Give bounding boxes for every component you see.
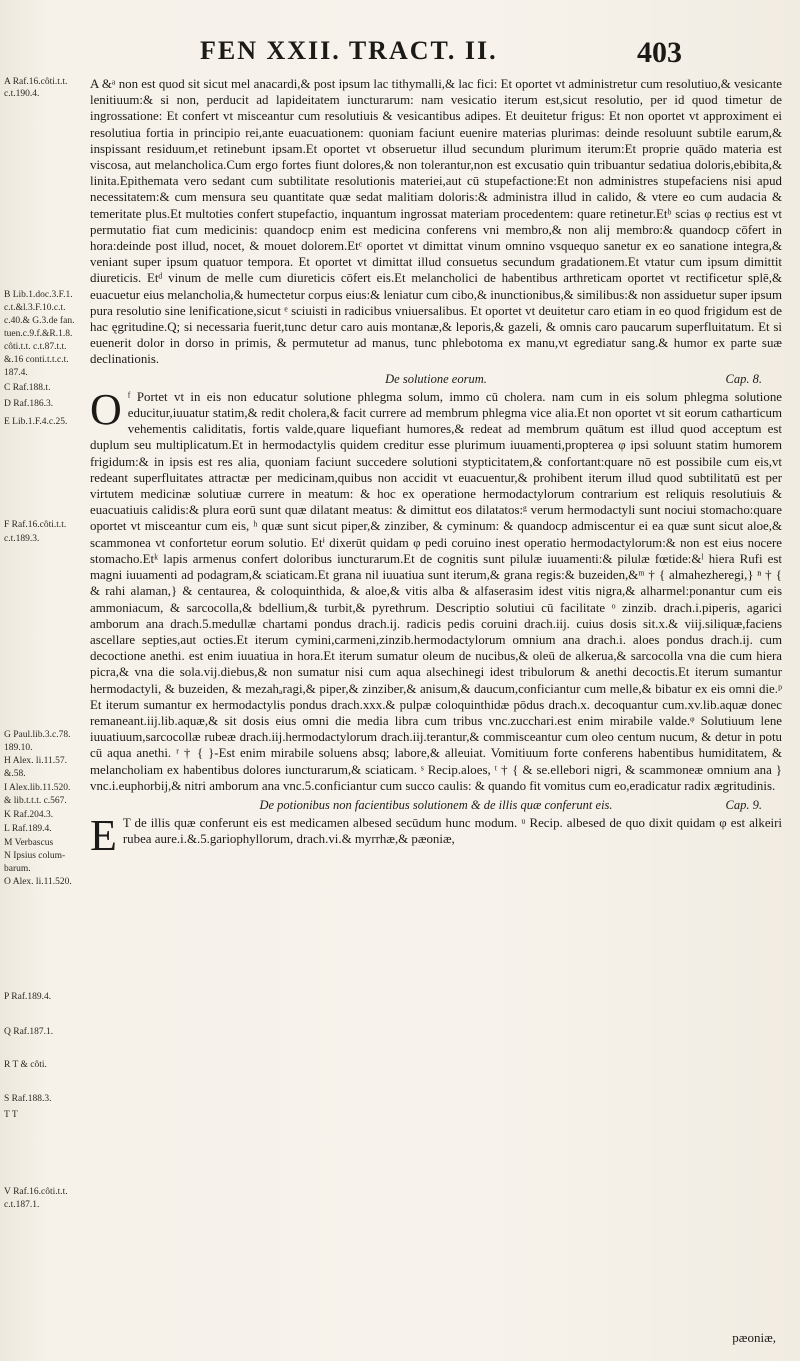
page-number: 403 bbox=[637, 36, 682, 69]
margin-note: E Lib.1.F.4.c.25. bbox=[4, 417, 68, 427]
margin-note: V Raf.16.côti.t.t. bbox=[4, 1187, 68, 1197]
paragraph-2-text: ᶠ Portet vt in eis non educatur solutione phlegma solum, immo cū cholera. nam cum in eis solum phlegma solutione educitur,iuuatur statim,& redit cholera,& facit currere ad membrum phlegma vice alia.Et non oportet vt sit eorum catharticum vehementis caliditatis, fortis valde,quare liquefiant humores,& redeat ad membrum quātum est illud quod acceptum est duplum seu multiplicatum.Et in hermodactylis quidem creditur esse plurimum iuuamenti,propterea φ ipsi soluunt statim humorem frigidum:& in ipsis est res alia, quoniam faciunt succedere solutioni stypticitatem,& confortant:quare nō est possibile cum eis,vt redeant superfluitates attractæ per medicinam,quibus non accidit vt euacuentur,& prohibent iterum illud quod subtilitatū est per virtutem medicinæ solutiuæ currere in meatum: & hoc ex operatione hermodactylorum contrarium est reliquis resolutiuis & euacuatiuis calidis:& plura eorū sunt quæ dilatant meatus: & dimittut eos dilatatos:ᵍ verum hermodactyli sunt nociui stomacho:quare oportet vt misceantur cum eis, ʰ quæ sunt sicut piper,& zinziber, & cyminum: & quandocp admiscentur ei ea quæ sunt sicut aloe,& scammonea vt confortetur eorum solutio. Etⁱ dixerūt quidam φ pedi coruino inest operatio hermodactylorum:& non est eius nocere stomacho.Etᵏ lapis armenus confert doloribus iuncturarum.Et de cognitis sunt pilulæ iuuamenti:& pilulæ fœtide:&ˡ hiera Rufi est magni iuuamenti ad podagram,& sciaticam.Et grana nil iuuatiua sunt iterum,& grana regis:& buzeiden,&ᵐ † { almahezheregi,} ⁿ † { & rahi alaman,} & centaurea, & coloquinthida, & aloe,& vitis alba & alfaserasim idest vitis nigra,& alharmel:ponantur cum eis ammoniacum, & sarcocolla,& bdellium,& turbit,& pyrethrum. Descriptio solutiui cū facilitate ᵒ zinzib. drach.i.piperis, agarici amborum ana drach.5.medullæ chartami pondus drach.ij. radicis pedis coruini drach.iij. cuius dosis sit.x.& viij.siliquæ,faciens ascellare septies,aut octies.Et iterum cymini,carmeni,zinzib.hermodactylorum omnium ana drach.i. aloes pondus drach.ij. cum decoctione anethi. est enim iuuatiua in hora.Et iterum sumatur oleum de nucibus,& oleū de alkerua,& sarcocolla vna die cum hiera picra,& vna die sola.vij.diebus,& non sumatur nisi cum aqua alsechinegi idest tribulorum & anethi decoctis.Et iterum sumantur hermodactyli, & buzeiden, & mezahₐragi,& piper,& zinziber,& anisum,& daucum,conficiantur cum melle,& bibatur ex eis omni die.ᵖ Et iterum sumantur ex hermodactylis pondus drach.xxx.& pulpæ coloquinthidæ pōdus drach.x. decoquantur cum.xv.lib.aquæ donec remaneant.iij.lib.aquæ,& sit dosis eius omni die media libra cum tribus vnc.zucchari.est enim mirabile valde.ᵠ Solutiuum lene iuuatiuum,sarcocollæ rubeæ drach.iij.hermodactylorum drach.iij.terantur,& commisceantur cum oleo centum nucum, & detur in potu cū aqua anethi. ʳ † { }-Est enim mirabile soluens absq; labore,& alleuiat. Vomitiuum forte conferens habentibus humiditatem, & melancholiam ex habentibus dolores iuncturarum,& sciaticam. ˢ Recip.aloes, ᵗ † { & se.ellebori nigri, & scammoneæ omnium ana } vnc.i.euphorbij,& nitri amborum ana vnc.5.conficiantur cum succo caulis: & quando fit vomitus cum eo,eradicatur radix ægritudinis. bbox=[90, 389, 782, 793]
paragraph-3-text: T de illis quæ conferunt eis est medicamen albesed secūdum hunc modum. ᵘ Recip. albesed de quo dixit quidam φ est alkeiri rubea aure.i.&.5.gariophyllorum, drach.vi.& myrrhæ,& pæoniæ, bbox=[122, 816, 782, 847]
margin-note: P Raf.189.4. bbox=[4, 992, 52, 1002]
margin-note: A Raf.16.côti.t.t. bbox=[4, 77, 68, 87]
margin-note: H Alex. li.11.57. bbox=[4, 756, 67, 766]
catchword: pæoniæ, bbox=[732, 1330, 776, 1345]
margin-note: 189.10. bbox=[4, 743, 33, 753]
drop-cap: E bbox=[90, 811, 117, 861]
chapter-number: Cap. 9. bbox=[725, 797, 762, 812]
margin-note: Q Raf.187.1. bbox=[4, 1027, 54, 1037]
margin-note: &.16 conti.t.t.c.t. bbox=[4, 355, 69, 365]
margin-note: c.t.187.1. bbox=[4, 1200, 40, 1210]
margin-note: D Raf.186.3. bbox=[4, 399, 54, 409]
section-heading-9 bbox=[90, 797, 782, 813]
main-text bbox=[90, 76, 782, 861]
margin-note: C Raf.188.t. bbox=[4, 383, 51, 393]
margin-note: &.58. bbox=[4, 769, 26, 779]
margin-note: c.t.189.3. bbox=[4, 534, 40, 544]
section-title: De solutione eorum. bbox=[385, 371, 487, 386]
margin-note: L Raf.189.4. bbox=[4, 824, 52, 834]
margin-note: c.40.& G.3.de fan. bbox=[4, 316, 75, 326]
margin-note: & lib.t.t.t. c.567. bbox=[4, 796, 67, 806]
margin-note: F Raf.16.côti.t.t. bbox=[4, 520, 67, 530]
drop-cap: O bbox=[90, 384, 122, 434]
margin-note: S Raf.188.3. bbox=[4, 1094, 52, 1104]
margin-note: côti.t.t. c.t.87.t.t. bbox=[4, 342, 67, 352]
running-title: FEN XXII. TRACT. II. bbox=[200, 36, 498, 65]
paragraph-2 bbox=[90, 384, 782, 794]
margin-notes bbox=[4, 76, 86, 1356]
margin-note: I Alex.lib.11.520. bbox=[4, 783, 71, 793]
margin-note: c.t.&l.3.F.10.c.t. bbox=[4, 303, 66, 313]
margin-note: R T & côti. bbox=[4, 1060, 47, 1070]
chapter-number: Cap. 8. bbox=[725, 371, 762, 386]
margin-note: G Paul.lib.3.c.78. bbox=[4, 730, 71, 740]
margin-note: B Lib.1.doc.3.F.1. bbox=[4, 290, 73, 300]
margin-note: K Raf.204.3. bbox=[4, 810, 54, 820]
paragraph-1: A &ᵃ non est quod sit sicut mel anacardi,& post ipsum lac tithymalli,& lac fici: Et oportet vt administretur cum resolutiuo,& vesicante lenitiuum:& si non, perducit ad lapideitatem iuncturarum: nam vesicatio iterum est,sicut resolutio, per id quod timetur de ingrossatione: Et confert vt misceantur cum resolutiuis & vesicantibus adipes. Et deuitetur frigus: Et non oportet vt approximent ei resolutiua fortia in principio rei,ante euacuationem: quoniam faciunt euenire materias plurimas: deinde resoluunt subtile earum,& inspissant residuum,et retinebunt ipsam.Et oportet vt obseruetur illud secundum plurimum iterum:Et proprie quādo materia est viscosa, aut melancholica.Cum ergo fortes fiunt dolores,& non tolerantur,non est excusatio quin tribuantur sedatiua doloris,ebibita,& linita.Epithemata vero sedant cum subtilitate resolutionis materiei,aut cū stupefactione:Et non administres stupefaciens nisi apud necessitatem:& cum mensura seu quantitate quæ sedat malitiam doloris:& administra illud in calido, & vtere eo cum audacia & temeritate plus.Et multoties confert stupefactio, inquantum ingrossat materiam procedentem: quare retinetur.Etᵇ scias φ rectius est vt permutatio fiat cum medicinis: quandocp enim est medicina conferens vni membro,& non alij membro:& quandocp cōfert in hora:deinde post illud, nocet, & mouet dolorem.Etᶜ oportet vt dimittat vinum omnino vsquequo sanetur ex eo sanatione integra,& veniant super ipsum quatuor tempora. Et oportet vt dimittat illud consuetus secundum gradationem.Et vtatur cum ipsum dimittit diureticis. Etᵈ vinum de melle cum diureticis cōfert eis.Et melancholici de habentibus arthreticam oportet vt rectificetur splē,& euacuetur eius melancholia,& humectetur corpus eius:& leniatur cum cibo,& inunctionibus,& similibus:& non assiduetur super ipsum pura resolutio sine lenificatione,sicut ᵉ sciuisti in radicibus vniuersalibus. Et oportet vt deuitetur caro etiam in eo quod frigidum est de hac ęgritudine.Q; si necessaria fuerit,tunc detur caro auis montanæ,& leporis,& gazeli, & omnis caro paucarum superfluitatum. Et si euenerit dolor in dorso in primis, & permutetur ad manus, tunc phlebotoma ex manu,vt egrediatur sang.& humor ex parte suæ declinationis. bbox=[90, 77, 782, 367]
page-header bbox=[200, 36, 682, 70]
margin-note: M Verbascus bbox=[4, 838, 54, 848]
paragraph-3 bbox=[90, 811, 782, 861]
margin-note: T T bbox=[4, 1110, 18, 1120]
section-title: De potionibus non facientibus solutionem & de illis quæ conferunt eis. bbox=[259, 797, 613, 812]
margin-note: c.t.190.4. bbox=[4, 89, 40, 99]
margin-note: N Ipsius colum- bbox=[4, 851, 66, 861]
margin-note: tuen.c.9.f.&R.1.8. bbox=[4, 329, 73, 339]
margin-note: barum. bbox=[4, 864, 31, 874]
margin-note: O Alex. li.11.520. bbox=[4, 877, 72, 887]
section-heading-8 bbox=[90, 371, 782, 387]
margin-note: 187.4. bbox=[4, 368, 28, 378]
